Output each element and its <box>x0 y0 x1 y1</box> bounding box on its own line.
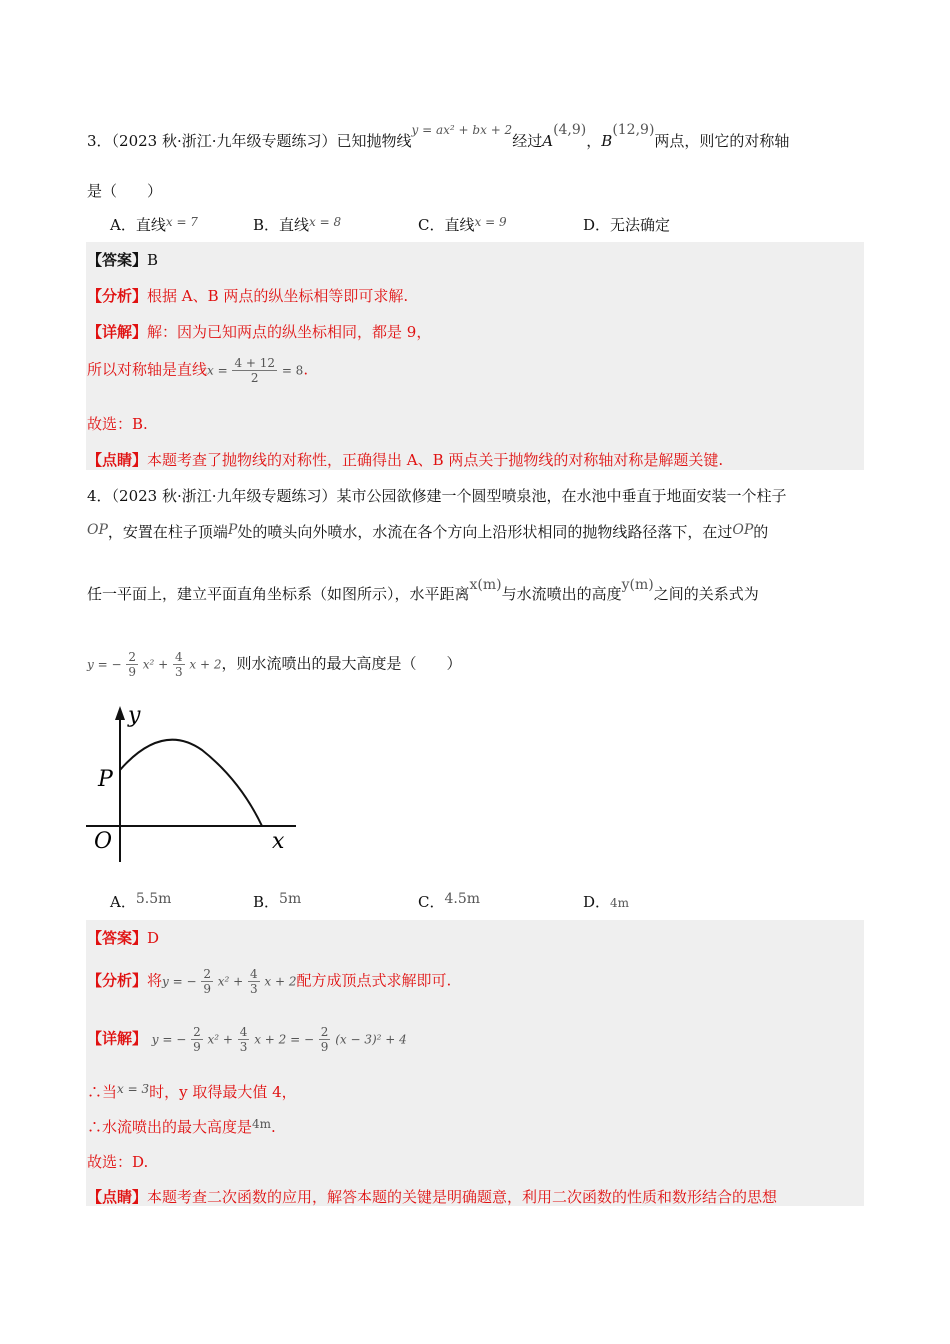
q3-analysis: 【分析】根据 A、B 两点的纵坐标相等即可求解. <box>87 287 409 305</box>
q4-stem-line-3: 任一平面上，建立平面直角坐标系（如图所示），水平距离x(m)与水流喷出的高度y(m)之间的关系式为 <box>87 577 759 603</box>
q4-step-2: ∴水流喷出的最大高度是$^{4m}$. <box>87 1117 276 1136</box>
q3-option-b: B．直线$^{x = 8}$ <box>253 215 342 234</box>
q3-option-a: A．直线$^{x = 7}$ <box>110 215 198 234</box>
q4-stem-line-2: OP，安置在柱子顶端P处的喷头向外喷水，水流在各个方向上沿形状相同的抛物线路径落下，在过OP的 <box>87 522 769 541</box>
q4-parabola-graph <box>80 700 310 865</box>
q4-solution-box <box>86 920 864 1206</box>
q3-detail-1: 【详解】解：因为已知两点的纵坐标相同，都是 9， <box>87 323 432 341</box>
q4-answer: 【答案】D <box>87 929 160 947</box>
point-p-label: P <box>98 767 113 792</box>
q4-number: 4． <box>87 487 112 505</box>
q3-stem-line-2: 是（ ） <box>87 182 163 200</box>
q3-option-d: D．无法确定 <box>583 216 671 234</box>
q4-detail-equation: 【详解】 y = − $\frac{2}{9}$ x² + $\frac{4}{3}$ x + 2 = − $\frac{2}{9}$ (x − 3)² + 4 <box>87 1025 407 1054</box>
q4-option-c: C．4.5m <box>418 891 481 911</box>
parabola-curve <box>120 740 262 826</box>
q4-step-1: ∴当$^{x = 3}$时，y 取得最大值 4， <box>87 1082 297 1101</box>
y-axis-arrow <box>115 706 125 720</box>
q4-choose: 故选：D. <box>87 1153 149 1171</box>
q3-number: 3． <box>87 132 112 150</box>
q4-option-b: B．5m <box>253 891 302 911</box>
origin-label: O <box>94 829 113 854</box>
q3-choose: 故选：B. <box>87 415 148 433</box>
q4-option-d: D．4m <box>583 893 630 911</box>
q4-stem-line-1: 4．（2023 秋·浙江·九年级专题练习）某市公园欲修建一个圆型喷泉池，在水池中垂直于地面安装一个柱子 <box>87 487 787 505</box>
q4-comment: 【点睛】本题考查二次函数的应用，解答本题的关键是明确题意，利用二次函数的性质和数形结合的思想 <box>87 1188 778 1206</box>
q3-detail-2: 所以对称轴是直线x = $\frac{4 + 12}{2}$ = 8. <box>87 356 309 385</box>
q3-equation: y = ax² + bx + 2 <box>411 123 513 137</box>
q4-source: （2023 秋·浙江·九年级专题练习） <box>111 487 337 505</box>
q3-source: （2023 秋·浙江·九年级专题练习） <box>111 132 337 150</box>
q4-option-a: A．5.5m <box>110 891 172 911</box>
q3-comment: 【点睛】本题考查了抛物线的对称性，正确得出 A、B 两点关于抛物线的对称轴对称是解题关键. <box>87 451 724 469</box>
q3-stem-line-1: 3．（2023 秋·浙江·九年级专题练习）已知抛物线$^{y = ax^2 + bx + 2}$经过A(4,9)，B(12,9)两点，则它的对称轴 <box>87 122 790 150</box>
x-axis-label: x <box>272 829 285 854</box>
q3-answer: 【答案】B <box>87 251 159 269</box>
y-axis-label: y <box>128 703 141 728</box>
q4-analysis: 【分析】将y = − $\frac{2}{9}$ x² + $\frac{4}{3}$ x + 2配方成顶点式求解即可. <box>87 967 452 996</box>
q4-stem-line-4: y = − $\frac{2}{9}$ x² + $\frac{4}{3}$ x + 2，则水流喷出的最大高度是（ ） <box>87 650 462 679</box>
q3-option-c: C．直线$^{x = 9}$ <box>418 215 507 234</box>
q3-fraction: $\frac{4 + 12}{2}$ <box>234 356 276 385</box>
